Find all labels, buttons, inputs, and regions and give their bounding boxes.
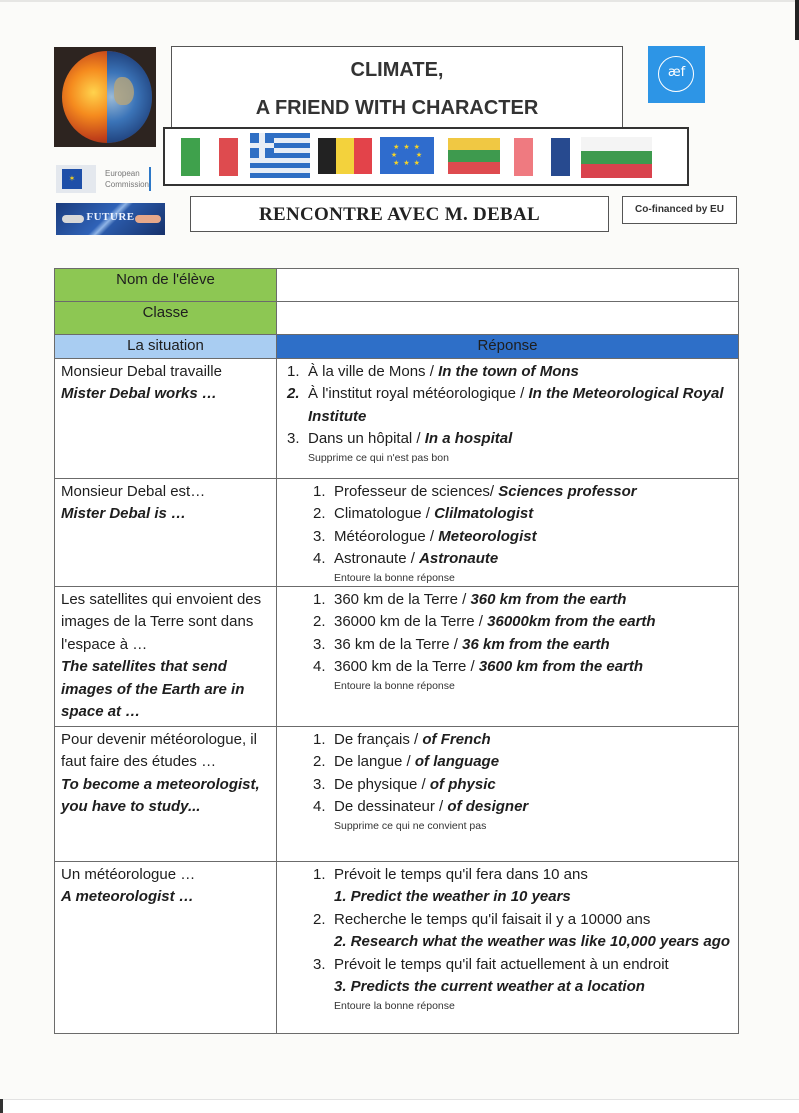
ec-text-line1: European bbox=[105, 169, 140, 178]
answer-cell bbox=[277, 861, 739, 1033]
answer-fr: Recherche le temps qu'il faisait il y a 10000 ans bbox=[334, 910, 651, 928]
question-fr: Pour devenir météorologue, il faut faire des études … bbox=[61, 730, 257, 770]
answer-option[interactable] bbox=[313, 909, 738, 954]
flag-greece bbox=[250, 133, 310, 178]
answer-fr: 36000 km de la Terre / bbox=[334, 613, 488, 630]
scan-edge-right bbox=[795, 0, 799, 40]
burning-earth-image bbox=[54, 47, 156, 147]
answer-en: 3600 km from the earth bbox=[478, 658, 644, 675]
ec-divider bbox=[149, 167, 151, 191]
answer-number: 4. bbox=[313, 798, 326, 815]
situation-column-header: La situation bbox=[55, 335, 277, 359]
instruction-text: Entoure la bonne réponse bbox=[334, 571, 455, 584]
answer-option[interactable] bbox=[313, 503, 738, 526]
answer-option[interactable] bbox=[313, 611, 738, 634]
answer-fr: À l'institut royal météorologique / bbox=[308, 385, 529, 402]
question-fr: Un météorologue … bbox=[61, 865, 196, 883]
question-fr: Monsieur Debal travaille bbox=[61, 362, 222, 380]
question-en: A meteorologist … bbox=[61, 888, 194, 905]
answer-fr: À la ville de Mons / bbox=[308, 362, 439, 380]
question-cell bbox=[55, 861, 277, 1033]
answer-cell bbox=[277, 478, 739, 586]
answer-fr: De français / bbox=[334, 730, 423, 748]
continent bbox=[114, 77, 134, 105]
answer-en: In the town of Mons bbox=[438, 362, 579, 380]
answer-number: 2. bbox=[287, 385, 300, 402]
answer-en: Meteorologist bbox=[438, 527, 537, 545]
instruction-text: Entoure la bonne réponse bbox=[334, 679, 455, 692]
question-row bbox=[55, 586, 739, 726]
answer-en: 360 km from the earth bbox=[470, 590, 627, 608]
instruction-text: Supprime ce qui n'est pas bon bbox=[308, 451, 449, 464]
student-name-field[interactable] bbox=[277, 269, 739, 302]
flag-italy bbox=[181, 138, 241, 176]
question-cell bbox=[55, 358, 277, 478]
flag-belgium bbox=[318, 138, 372, 174]
instruction-text: Supprime ce qui ne convient pas bbox=[334, 819, 487, 832]
answer-number: 3. bbox=[313, 527, 326, 545]
european-commission-logo bbox=[56, 165, 151, 193]
question-cell bbox=[55, 478, 277, 586]
instruction-text: Entoure la bonne réponse bbox=[334, 999, 455, 1012]
title-box bbox=[171, 46, 623, 128]
answer-option[interactable] bbox=[313, 774, 738, 797]
answer-number: 2. bbox=[313, 505, 326, 522]
eu-flag-icon: ✶ bbox=[62, 169, 82, 189]
class-label: Classe bbox=[55, 302, 277, 335]
answer-number: 3. bbox=[313, 635, 326, 653]
question-row bbox=[55, 726, 739, 861]
answer-en: of designer bbox=[447, 798, 529, 815]
answer-en: Clilmatologist bbox=[434, 505, 534, 522]
answer-fr: 36 km de la Terre / bbox=[334, 635, 463, 653]
question-cell bbox=[55, 726, 277, 861]
answer-number: 2. bbox=[313, 613, 326, 630]
answer-option[interactable] bbox=[313, 864, 738, 909]
answer-option[interactable] bbox=[313, 634, 738, 657]
aef-europe-logo bbox=[648, 46, 705, 103]
answer-option[interactable] bbox=[313, 656, 738, 679]
answer-fr: De dessinateur / bbox=[334, 798, 448, 815]
answer-number: 1. bbox=[287, 362, 300, 380]
answer-en: 2. Research what the weather was like 10,000 years ago bbox=[334, 933, 731, 950]
question-en: Mister Debal works … bbox=[61, 385, 217, 402]
worksheet-table bbox=[54, 268, 739, 1034]
answer-number: 2. bbox=[313, 753, 326, 770]
answer-fr: De langue / bbox=[334, 753, 415, 770]
question-fr: Les satellites qui envoient des images de la Terre sont dans l'espace à … bbox=[61, 590, 262, 653]
flag-european-union: ★ ★ ★ ★ ★ ★ ★ ★ bbox=[380, 137, 434, 174]
class-row bbox=[55, 302, 739, 335]
answer-number: 3. bbox=[313, 775, 326, 793]
answer-number: 1. bbox=[313, 865, 326, 883]
aef-logo-text: æf bbox=[667, 65, 686, 80]
answer-fr: Professeur de sciences/ bbox=[334, 482, 499, 500]
answer-cell bbox=[277, 726, 739, 861]
answer-en: 36000km from the earth bbox=[487, 613, 656, 630]
answer-number: 4. bbox=[313, 550, 326, 567]
class-field[interactable] bbox=[277, 302, 739, 335]
answer-option[interactable] bbox=[287, 361, 738, 384]
student-name-row bbox=[55, 269, 739, 302]
answer-en: 1. Predict the weather in 10 years bbox=[334, 888, 571, 905]
answer-option[interactable] bbox=[313, 481, 738, 504]
future-logo bbox=[56, 203, 165, 235]
answer-number: 2. bbox=[313, 910, 326, 928]
answer-cell bbox=[277, 586, 739, 726]
answer-number: 1. bbox=[313, 730, 326, 748]
answer-number: 3. bbox=[287, 430, 300, 447]
answer-option[interactable] bbox=[313, 751, 738, 774]
scan-edge-top bbox=[0, 0, 799, 2]
answer-option[interactable] bbox=[313, 729, 738, 752]
partner-flags-strip bbox=[163, 127, 689, 186]
question-en: To become a meteorologist, you have to study... bbox=[61, 775, 260, 815]
answer-fr: Prévoit le temps qu'il fera dans 10 ans bbox=[334, 865, 588, 883]
flag-france bbox=[514, 138, 570, 176]
answer-en: of physic bbox=[429, 775, 496, 793]
question-en: The satellites that send images of the Earth are in space at … bbox=[61, 658, 245, 720]
answer-en: Sciences professor bbox=[498, 482, 637, 500]
answer-en: 3. Predicts the current weather at a location bbox=[334, 978, 645, 995]
scan-edge-bottom-left bbox=[0, 1099, 3, 1113]
question-fr: Monsieur Debal est… bbox=[61, 482, 206, 500]
answer-option[interactable] bbox=[313, 954, 738, 999]
worksheet-subtitle: RENCONTRE AVEC M. DEBAL bbox=[258, 204, 541, 225]
scan-edge-bottom bbox=[0, 1099, 799, 1113]
answer-fr: Astronaute / bbox=[334, 550, 420, 567]
response-column-header: Réponse bbox=[277, 335, 739, 359]
answer-fr: 3600 km de la Terre / bbox=[334, 658, 479, 675]
answer-number: 1. bbox=[313, 590, 326, 608]
answer-option[interactable] bbox=[313, 548, 738, 571]
question-cell bbox=[55, 586, 277, 726]
answer-number: 4. bbox=[313, 658, 326, 675]
ec-text-line2: Commission bbox=[105, 180, 150, 189]
answer-fr: De physique / bbox=[334, 775, 430, 793]
ec-logo-text bbox=[105, 168, 149, 190]
table-header-row bbox=[55, 335, 739, 359]
student-name-label: Nom de l'élève bbox=[55, 269, 277, 302]
flag-bulgaria bbox=[581, 137, 652, 178]
answer-en: of French bbox=[422, 730, 491, 748]
question-row bbox=[55, 478, 739, 586]
subtitle-box bbox=[190, 196, 609, 232]
page-title-line1: CLIMATE, bbox=[350, 59, 444, 81]
answer-option[interactable] bbox=[313, 526, 738, 549]
answer-option[interactable] bbox=[287, 428, 738, 451]
answer-number: 3. bbox=[313, 955, 326, 973]
answer-option[interactable] bbox=[313, 589, 738, 612]
answer-en: Astronaute bbox=[419, 550, 499, 567]
page-title-line2: A FRIEND WITH CHARACTER bbox=[255, 97, 539, 119]
answer-fr: Météorologue / bbox=[334, 527, 439, 545]
answer-cell bbox=[277, 358, 739, 478]
answer-en: 36 km from the earth bbox=[462, 635, 610, 653]
future-logo-text: FUTURE bbox=[86, 211, 135, 223]
answer-fr: Prévoit le temps qu'il fait actuellement à un endroit bbox=[334, 955, 669, 973]
answer-fr: 360 km de la Terre / bbox=[334, 590, 471, 608]
answer-en: of language bbox=[414, 753, 500, 770]
question-en: Mister Debal is … bbox=[61, 505, 187, 522]
answer-number: 1. bbox=[313, 482, 326, 500]
answer-en: In the Meteorological Royal Institute bbox=[308, 385, 724, 425]
answer-option[interactable] bbox=[313, 796, 738, 819]
flag-lithuania bbox=[448, 138, 500, 174]
answer-en: In a hospital bbox=[424, 430, 513, 447]
question-row bbox=[55, 861, 739, 1033]
cofinanced-label: Co-financed by EU bbox=[635, 204, 724, 215]
cofinanced-box bbox=[622, 196, 737, 224]
answer-fr: Dans un hôpital / bbox=[308, 430, 425, 447]
question-row bbox=[55, 358, 739, 478]
answer-option[interactable] bbox=[287, 383, 738, 428]
answer-fr: Climatologue / bbox=[334, 505, 435, 522]
